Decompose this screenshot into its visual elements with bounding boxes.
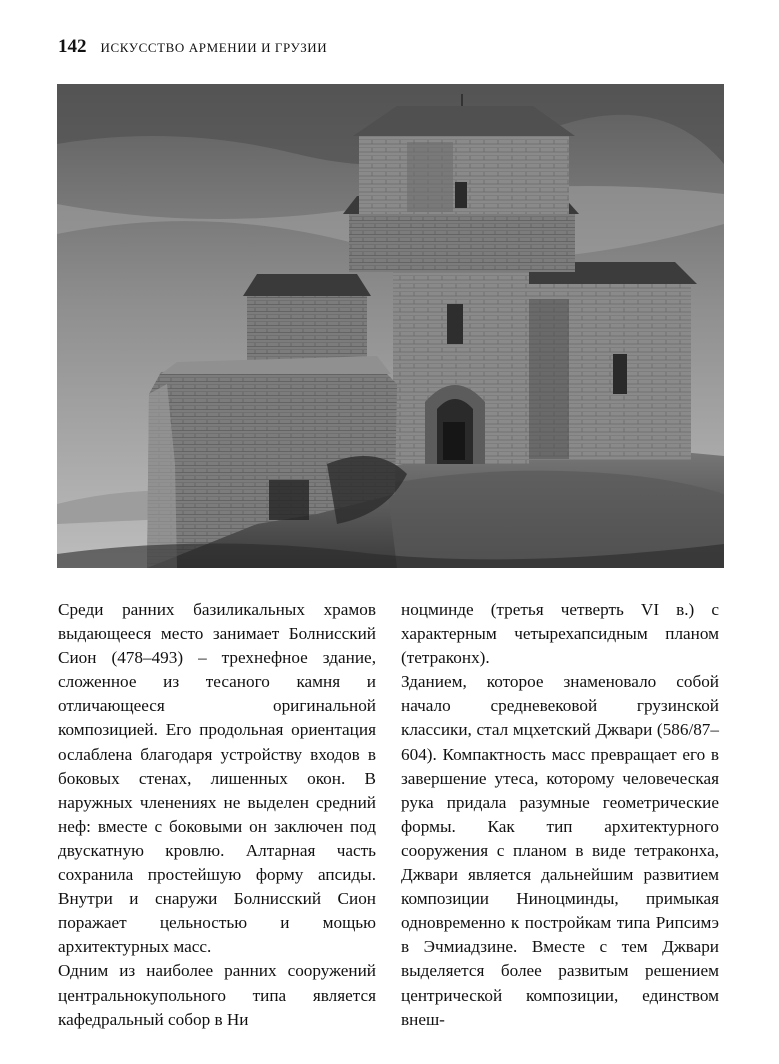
running-title: ИСКУССТВО АРМЕНИИ И ГРУЗИИ: [100, 40, 328, 55]
page-number: 142: [58, 36, 87, 57]
church-photograph: [57, 84, 724, 568]
paragraph: ноцминде (третья четверть VI в.) с характерным четырехапсидным планом (тетраконх).: [401, 600, 719, 668]
paragraph: Одним из наиболее ранних сооружений центральнокупольного типа является кафедральный собор в Ни: [58, 961, 376, 1029]
text-column-left: [58, 598, 376, 1032]
text-column-right: [401, 598, 719, 1032]
paragraph: Среди ранних базиликальных храмов выдающееся место занимает Болнисский Сион (478–493) – трехнефное здание, сложенное из тесаного камня и отличающееся оригинальной композицией. Его продольная ориентация ослаблена благодаря устройству входов в боковых стенах, лишенных окон. В наружных членениях не выделен средний неф: вместе с боковыми он заключен под двускатную кровлю. Алтарная часть сохранила простейшую форму апсиды. Внутри и снаружи Болнисский Сион поражает цельностью и мощью архитектурных масс.: [58, 600, 376, 957]
paragraph: Зданием, которое знаменовало собой начало средневековой грузинской классики, стал мцхетский Джвари (586/87–604). Компактность масс превращает его в завершение утеса, которому человеческая рука придала разумные геометрические формы. Как тип архитектурного сооружения с планом в виде тетраконха, Джвари является дальнейшим развитием композиции Ниноцминды, примыкая одновременно к постройкам типа Рипсимэ в Эчмиадзине. Вместе с тем Джвари выделяется более развитым решением центрической композиции, единством внеш-: [401, 672, 719, 1029]
page-header: [58, 36, 327, 58]
